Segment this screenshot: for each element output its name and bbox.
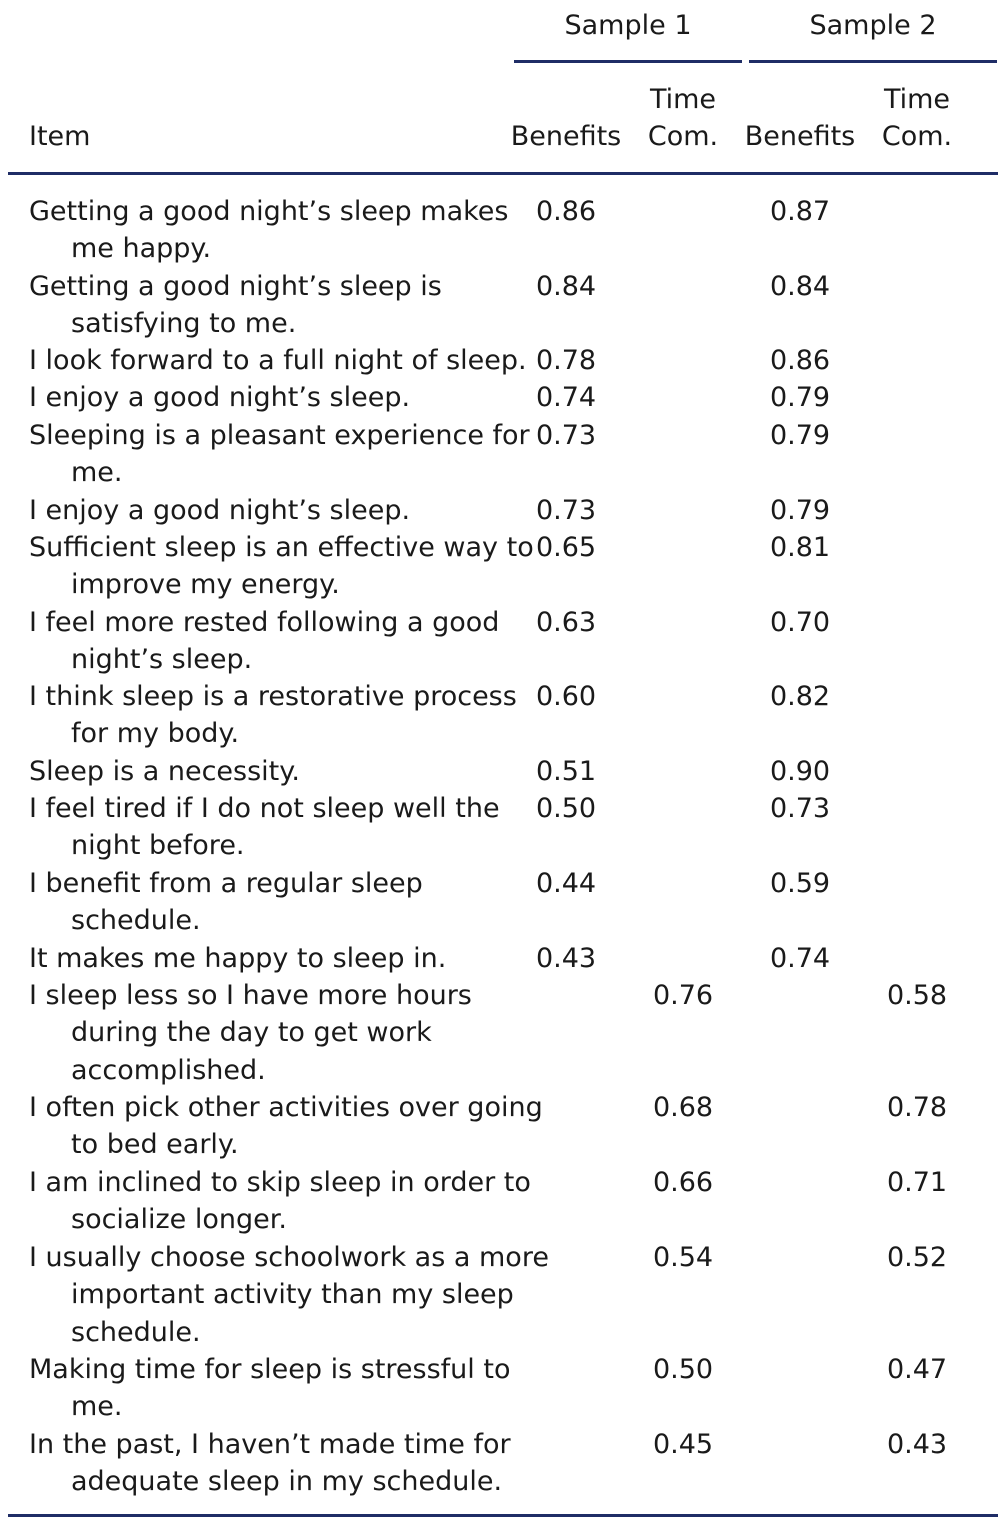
group-underline-sample-2	[749, 60, 997, 63]
column-header-s1-timecom-line2: Com.	[647, 121, 719, 152]
row-item-text: I usually choose schoolwork as a more important activity than my sleep schedule.	[29, 1242, 549, 1348]
cell-s1-benefits: 0.51	[535, 756, 597, 787]
row-item-text: I enjoy a good night’s sleep.	[29, 495, 411, 526]
group-underline-sample-1	[514, 60, 742, 63]
cell-s2-benefits: 0.82	[769, 681, 831, 712]
row-item-text: I look forward to a full night of sleep.	[29, 345, 527, 376]
cell-s1-benefits: 0.65	[535, 532, 597, 563]
row-item-text: It makes me happy to sleep in.	[29, 943, 447, 974]
row-item-text: I enjoy a good night’s sleep.	[29, 382, 411, 413]
cell-s1-benefits: 0.73	[535, 420, 597, 451]
cell-s2-timecom: 0.71	[886, 1167, 948, 1198]
row-item-text: I benefit from a regular sleep schedule.	[29, 868, 423, 937]
cell-s1-benefits: 0.73	[535, 495, 597, 526]
row-item-text: Getting a good night’s sleep makes me happy.	[29, 196, 509, 265]
row-item-text: I am inclined to skip sleep in order to socialize longer.	[29, 1167, 531, 1236]
row-item-text: Getting a good night’s sleep is satisfying to me.	[29, 271, 442, 340]
cell-s2-benefits: 0.86	[769, 345, 831, 376]
column-header-s2-timecom-line1: Time	[883, 84, 951, 115]
cell-s1-benefits: 0.84	[535, 271, 597, 302]
column-header-s2-timecom-line2: Com.	[881, 121, 953, 152]
column-header-s2-benefits	[740, 118, 860, 155]
row-item-text: I feel more rested following a good night’s sleep.	[29, 607, 500, 676]
cell-s2-timecom: 0.47	[886, 1354, 948, 1385]
cell-s1-benefits: 0.86	[535, 196, 597, 227]
cell-s2-benefits: 0.70	[769, 607, 831, 638]
cell-s2-benefits: 0.79	[769, 382, 831, 413]
row-item-text: I often pick other activities over going to bed early.	[29, 1092, 543, 1161]
column-header-s1-timecom	[623, 81, 743, 155]
cell-s1-benefits: 0.78	[535, 345, 597, 376]
cell-s2-benefits: 0.90	[769, 756, 831, 787]
cell-s2-timecom: 0.78	[886, 1092, 948, 1123]
cell-s1-timecom: 0.68	[652, 1092, 714, 1123]
group-header-sample-1: Sample 1	[564, 10, 692, 41]
cell-s2-benefits: 0.79	[769, 420, 831, 451]
cell-s2-benefits: 0.84	[769, 271, 831, 302]
row-item-text: I feel tired if I do not sleep well the night before.	[29, 793, 500, 862]
row-item-text: I sleep less so I have more hours during the day to get work accomplished.	[29, 980, 472, 1086]
cell-s2-benefits: 0.59	[769, 868, 831, 899]
cell-s1-timecom: 0.76	[652, 980, 714, 1011]
cell-s2-timecom: 0.58	[886, 980, 948, 1011]
row-item-text: Sleeping is a pleasant experience for me.	[29, 420, 530, 489]
cell-s1-benefits: 0.60	[535, 681, 597, 712]
row-item-text: Making time for sleep is stressful to me.	[29, 1354, 511, 1423]
column-header-s1-benefits	[506, 118, 626, 155]
row-item-text: Sufficient sleep is an effective way to improve my energy.	[29, 532, 534, 601]
bottom-rule	[8, 1514, 998, 1517]
cell-s1-benefits: 0.63	[535, 607, 597, 638]
column-header-s2-benefits-line1: Benefits	[744, 121, 856, 152]
cell-s1-benefits: 0.74	[535, 382, 597, 413]
row-item-text: Sleep is a necessity.	[29, 756, 300, 787]
cell-s1-benefits: 0.44	[535, 868, 597, 899]
cell-s2-timecom: 0.43	[886, 1429, 948, 1460]
column-header-item: Item	[29, 121, 91, 152]
cell-s2-timecom: 0.52	[886, 1242, 948, 1273]
cell-s1-benefits: 0.43	[535, 943, 597, 974]
cell-s2-benefits: 0.81	[769, 532, 831, 563]
cell-s2-benefits: 0.87	[769, 196, 831, 227]
cell-s2-benefits: 0.73	[769, 793, 831, 824]
cell-s1-timecom: 0.45	[652, 1429, 714, 1460]
cell-s1-benefits: 0.50	[535, 793, 597, 824]
cell-s2-benefits: 0.79	[769, 495, 831, 526]
cell-s2-benefits: 0.74	[769, 943, 831, 974]
header-rule	[8, 172, 998, 175]
column-header-s1-benefits-line1: Benefits	[510, 121, 622, 152]
row-item-text: I think sleep is a restorative process for my body.	[29, 681, 517, 750]
group-header-sample-2: Sample 2	[809, 10, 937, 41]
cell-s1-timecom: 0.50	[652, 1354, 714, 1385]
cell-s1-timecom: 0.66	[652, 1167, 714, 1198]
row-item-text: In the past, I haven’t made time for adequate sleep in my schedule.	[29, 1429, 511, 1498]
column-header-s2-timecom	[857, 81, 977, 155]
column-header-s1-timecom-line1: Time	[649, 84, 717, 115]
cell-s1-timecom: 0.54	[652, 1242, 714, 1273]
